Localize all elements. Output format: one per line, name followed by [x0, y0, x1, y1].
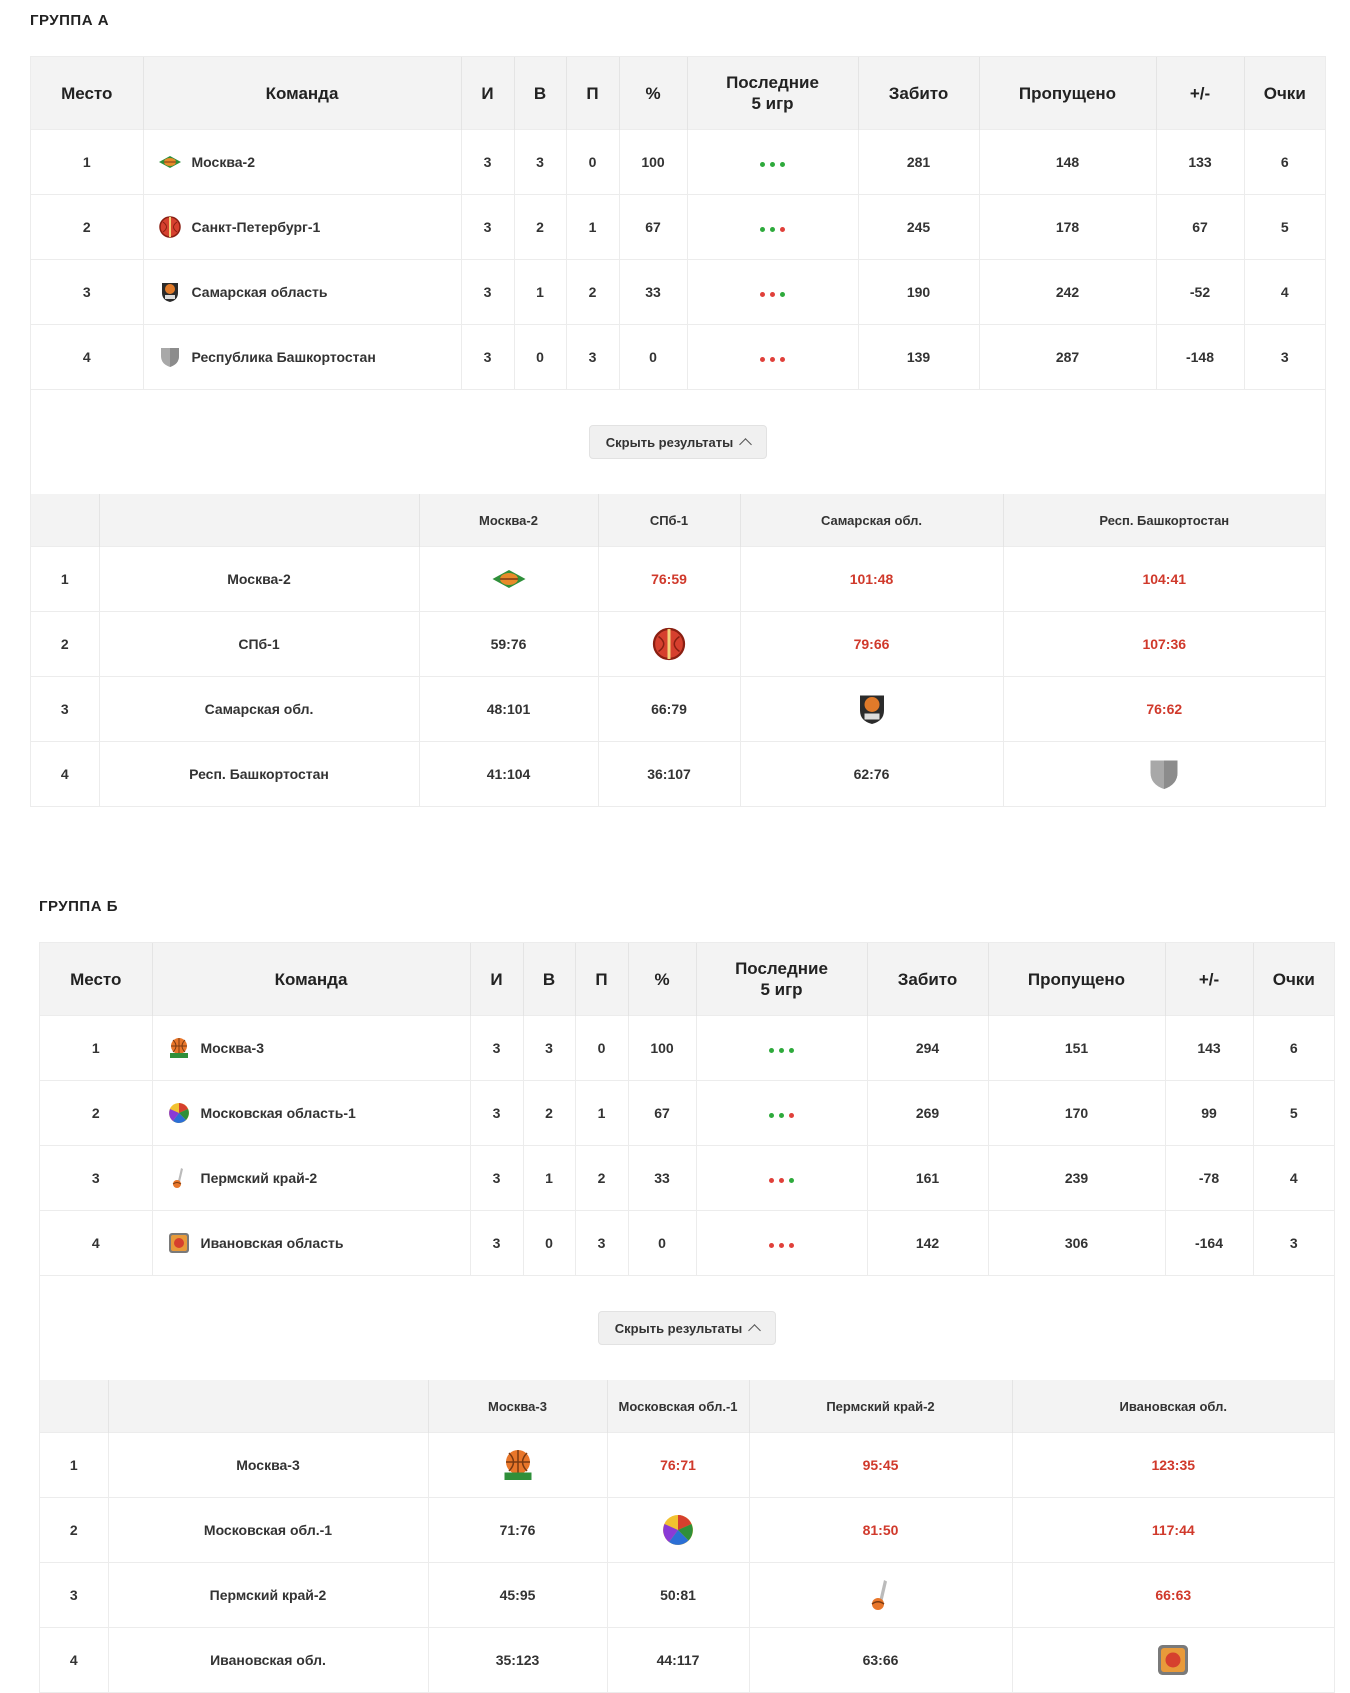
match-score[interactable]: 63:66	[749, 1628, 1012, 1693]
pct-cell: 33	[628, 1146, 696, 1211]
match-score[interactable]: 79:66	[740, 612, 1003, 677]
matrix-row-team[interactable]: Самарская обл.	[99, 677, 419, 742]
losses-cell: 0	[566, 130, 619, 195]
match-score[interactable]: 48:101	[419, 677, 598, 742]
match-score[interactable]: 66:63	[1012, 1563, 1334, 1628]
matrix-self-cell	[419, 547, 598, 612]
games-cell: 3	[461, 325, 514, 390]
matrix-row	[40, 1498, 1334, 1563]
header-place[interactable]: Место	[31, 57, 143, 130]
moscow3-logo-icon	[167, 1036, 191, 1060]
matrix-column-header: Ивановская обл.	[1012, 1380, 1334, 1433]
team-cell[interactable]	[152, 1016, 470, 1081]
diff-cell: -148	[1156, 325, 1244, 390]
win-dot	[779, 1113, 784, 1118]
group-title: ГРУППА А	[30, 12, 110, 29]
match-score[interactable]: 117:44	[1012, 1498, 1334, 1563]
team-cell[interactable]	[152, 1211, 470, 1276]
chevron-up-icon	[739, 438, 752, 451]
match-score[interactable]: 101:48	[740, 547, 1003, 612]
points-cell: 4	[1244, 260, 1325, 325]
matrix-header-empty	[40, 1380, 108, 1433]
team-link[interactable]	[158, 215, 460, 239]
loss-dot	[760, 357, 765, 362]
loss-dot	[760, 292, 765, 297]
header-place[interactable]: Место	[40, 943, 152, 1016]
matrix-row-number: 1	[40, 1433, 108, 1498]
team-link[interactable]	[158, 280, 460, 304]
last-games-cell	[696, 1146, 867, 1211]
perm2-logo-icon	[167, 1166, 191, 1190]
wins-cell: 2	[514, 195, 566, 260]
last-games-dots	[760, 162, 785, 167]
matrix-row	[31, 742, 1325, 807]
matrix-header-empty	[99, 494, 419, 547]
pct-cell: 67	[619, 195, 687, 260]
matrix-row-number: 2	[31, 612, 99, 677]
loss-dot	[769, 1243, 774, 1248]
header-conceded[interactable]: Пропущено	[979, 57, 1156, 130]
games-cell: 3	[470, 1211, 523, 1276]
group-title: ГРУППА Б	[39, 898, 118, 915]
win-dot	[789, 1178, 794, 1183]
matrix-self-cell	[1003, 742, 1325, 807]
scored-cell: 139	[858, 325, 979, 390]
scored-cell: 269	[867, 1081, 988, 1146]
toggle-row	[31, 389, 1325, 494]
header-pct[interactable]: %	[619, 57, 687, 130]
team-name: Пермский край-2	[200, 1170, 318, 1186]
match-score[interactable]: 62:76	[740, 742, 1003, 807]
games-cell: 3	[470, 1016, 523, 1081]
matrix-row-number: 4	[31, 742, 99, 807]
games-cell: 3	[470, 1146, 523, 1211]
header-wins[interactable]: В	[523, 943, 575, 1016]
header-diff[interactable]: +/-	[1156, 57, 1244, 130]
header-last5[interactable]	[696, 943, 867, 1016]
scored-cell: 142	[867, 1211, 988, 1276]
last-games-cell	[687, 260, 858, 325]
last-games-dots	[769, 1243, 794, 1248]
matrix-row	[31, 547, 1325, 612]
pct-cell: 100	[619, 130, 687, 195]
header-team[interactable]: Команда	[143, 57, 461, 130]
standings-row[interactable]	[31, 260, 1325, 325]
pct-cell: 0	[628, 1211, 696, 1276]
matrix-row-number: 1	[31, 547, 99, 612]
win-dot	[770, 162, 775, 167]
standings-table	[31, 57, 1325, 389]
last-games-cell	[696, 1016, 867, 1081]
conceded-cell: 306	[988, 1211, 1165, 1276]
points-cell: 6	[1253, 1016, 1334, 1081]
win-dot	[769, 1048, 774, 1053]
match-score[interactable]: 104:41	[1003, 547, 1325, 612]
win-dot	[780, 292, 785, 297]
mosobl1-logo-icon	[660, 1512, 696, 1548]
loss-dot	[779, 1243, 784, 1248]
matrix-row	[40, 1563, 1334, 1628]
points-cell: 4	[1253, 1146, 1334, 1211]
matrix-self-cell	[740, 677, 1003, 742]
match-score[interactable]: 44:117	[607, 1628, 749, 1693]
team-cell[interactable]	[143, 325, 461, 390]
hide-results-label: Скрыть результаты	[605, 434, 734, 450]
conceded-cell: 151	[988, 1016, 1165, 1081]
loss-dot	[770, 292, 775, 297]
match-score[interactable]: 76:59	[598, 547, 740, 612]
header-last5[interactable]	[687, 57, 858, 130]
samara-logo-icon	[158, 280, 182, 304]
win-dot	[769, 1113, 774, 1118]
scored-cell: 190	[858, 260, 979, 325]
team-link[interactable]	[167, 1036, 469, 1060]
wins-cell: 3	[523, 1016, 575, 1081]
scored-cell: 161	[867, 1146, 988, 1211]
losses-cell: 3	[575, 1211, 628, 1276]
matrix-row-team[interactable]: Москва-3	[108, 1433, 428, 1498]
loss-dot	[769, 1178, 774, 1183]
wins-cell: 0	[514, 325, 566, 390]
spb1-logo-icon	[651, 626, 687, 662]
matrix-row	[31, 612, 1325, 677]
header-losses[interactable]: П	[566, 57, 619, 130]
moscow2-logo-icon	[158, 150, 182, 174]
losses-cell: 1	[566, 195, 619, 260]
team-name: Москва-2	[191, 154, 255, 170]
chevron-up-icon	[748, 1324, 761, 1337]
group-block	[30, 56, 1326, 807]
header-wins[interactable]: В	[514, 57, 566, 130]
matrix-column-header: Москва-3	[428, 1380, 607, 1433]
diff-cell: -164	[1165, 1211, 1253, 1276]
place-cell: 1	[40, 1016, 152, 1081]
matrix-row-team[interactable]: Московская обл.-1	[108, 1498, 428, 1563]
matrix-self-cell	[607, 1498, 749, 1563]
matrix-self-cell	[1012, 1628, 1334, 1693]
samara-logo-icon	[854, 691, 890, 727]
moscow3-logo-icon	[500, 1447, 536, 1483]
match-score[interactable]: 66:79	[598, 677, 740, 742]
conceded-cell: 239	[988, 1146, 1165, 1211]
header-conceded[interactable]: Пропущено	[988, 943, 1165, 1016]
diff-cell: -78	[1165, 1146, 1253, 1211]
matrix-row-team[interactable]: Пермский край-2	[108, 1563, 428, 1628]
standings-row[interactable]	[31, 195, 1325, 260]
match-score[interactable]: 123:35	[1012, 1433, 1334, 1498]
loss-dot	[789, 1113, 794, 1118]
points-cell: 5	[1253, 1081, 1334, 1146]
conceded-cell: 242	[979, 260, 1156, 325]
matrix-row-team[interactable]: Ивановская обл.	[108, 1628, 428, 1693]
last-games-dots	[769, 1113, 794, 1118]
header-points[interactable]: Очки	[1244, 57, 1325, 130]
diff-cell: -52	[1156, 260, 1244, 325]
matrix-row-number: 2	[40, 1498, 108, 1563]
team-name: Республика Башкортостан	[191, 349, 376, 365]
ivanovo-logo-icon	[167, 1231, 191, 1255]
scored-cell: 281	[858, 130, 979, 195]
team-name: Москва-3	[200, 1040, 264, 1056]
points-cell: 3	[1244, 325, 1325, 390]
team-name: Санкт-Петербург-1	[191, 219, 321, 235]
last-games-cell	[696, 1211, 867, 1276]
header-last5-line2: 5 игр	[751, 94, 794, 113]
losses-cell: 1	[575, 1081, 628, 1146]
last-games-dots	[769, 1178, 794, 1183]
points-cell: 3	[1253, 1211, 1334, 1276]
team-name: Московская область-1	[200, 1105, 356, 1121]
games-cell: 3	[470, 1081, 523, 1146]
perm2-logo-icon	[863, 1577, 899, 1613]
header-team[interactable]: Команда	[152, 943, 470, 1016]
results-matrix	[31, 494, 1325, 806]
matrix-column-header: СПб-1	[598, 494, 740, 547]
diff-cell: 143	[1165, 1016, 1253, 1081]
team-cell[interactable]	[143, 130, 461, 195]
win-dot	[770, 227, 775, 232]
win-dot	[780, 162, 785, 167]
match-score[interactable]: 76:71	[607, 1433, 749, 1498]
last-games-cell	[696, 1081, 867, 1146]
match-score[interactable]: 41:104	[419, 742, 598, 807]
matrix-row-team[interactable]: Респ. Башкортостан	[99, 742, 419, 807]
pct-cell: 0	[619, 325, 687, 390]
match-score[interactable]: 81:50	[749, 1498, 1012, 1563]
diff-cell: 133	[1156, 130, 1244, 195]
place-cell: 4	[40, 1211, 152, 1276]
diff-cell: 99	[1165, 1081, 1253, 1146]
team-link[interactable]	[167, 1101, 469, 1125]
team-link[interactable]	[158, 345, 460, 369]
loss-dot	[780, 227, 785, 232]
wins-cell: 0	[523, 1211, 575, 1276]
team-link[interactable]	[167, 1231, 469, 1255]
loss-dot	[780, 357, 785, 362]
loss-dot	[789, 1243, 794, 1248]
header-losses[interactable]: П	[575, 943, 628, 1016]
matrix-header-row	[40, 1380, 1334, 1433]
standings-row[interactable]	[31, 325, 1325, 390]
group-block	[39, 942, 1335, 1693]
last-games-dots	[760, 227, 785, 232]
team-name: Ивановская область	[200, 1235, 344, 1251]
standings-row[interactable]	[40, 1211, 1334, 1276]
ivanovo-logo-icon	[1155, 1642, 1191, 1678]
place-cell: 3	[40, 1146, 152, 1211]
matrix-header-empty	[108, 1380, 428, 1433]
standings-row[interactable]	[40, 1081, 1334, 1146]
last-games-cell	[687, 325, 858, 390]
points-cell: 5	[1244, 195, 1325, 260]
games-cell: 3	[461, 130, 514, 195]
header-row	[31, 57, 1325, 130]
header-games[interactable]: И	[470, 943, 523, 1016]
matrix-self-cell	[749, 1563, 1012, 1628]
matrix-column-header: Москва-2	[419, 494, 598, 547]
last-games-dots	[769, 1048, 794, 1053]
pct-cell: 100	[628, 1016, 696, 1081]
header-games[interactable]: И	[461, 57, 514, 130]
mosobl1-logo-icon	[167, 1101, 191, 1125]
wins-cell: 1	[523, 1146, 575, 1211]
diff-cell: 67	[1156, 195, 1244, 260]
games-cell: 3	[461, 195, 514, 260]
games-cell: 3	[461, 260, 514, 325]
bashkortostan-logo-icon	[158, 345, 182, 369]
wins-cell: 2	[523, 1081, 575, 1146]
header-scored[interactable]: Забито	[858, 57, 979, 130]
last-games-dots	[760, 292, 785, 297]
win-dot	[760, 162, 765, 167]
wins-cell: 3	[514, 130, 566, 195]
match-score[interactable]: 71:76	[428, 1498, 607, 1563]
team-cell[interactable]	[143, 260, 461, 325]
matrix-column-header: Самарская обл.	[740, 494, 1003, 547]
match-score[interactable]: 107:36	[1003, 612, 1325, 677]
place-cell: 1	[31, 130, 143, 195]
conceded-cell: 178	[979, 195, 1156, 260]
hide-results-label: Скрыть результаты	[614, 1320, 743, 1336]
conceded-cell: 170	[988, 1081, 1165, 1146]
match-score[interactable]: 76:62	[1003, 677, 1325, 742]
last-games-dots	[760, 357, 785, 362]
matrix-row-team[interactable]: Москва-2	[99, 547, 419, 612]
spb1-logo-icon	[158, 215, 182, 239]
match-score[interactable]: 50:81	[607, 1563, 749, 1628]
matrix-header-row	[31, 494, 1325, 547]
matrix-row	[31, 677, 1325, 742]
hide-results-button[interactable]	[598, 1311, 776, 1345]
place-cell: 2	[40, 1081, 152, 1146]
matrix-row	[40, 1628, 1334, 1693]
pct-cell: 67	[628, 1081, 696, 1146]
team-link[interactable]	[167, 1166, 469, 1190]
standings-table	[40, 943, 1334, 1275]
standings-row[interactable]	[40, 1146, 1334, 1211]
match-score[interactable]: 45:95	[428, 1563, 607, 1628]
team-cell[interactable]	[143, 195, 461, 260]
loss-dot	[770, 357, 775, 362]
losses-cell: 2	[575, 1146, 628, 1211]
matrix-header-empty	[31, 494, 99, 547]
header-diff[interactable]: +/-	[1165, 943, 1253, 1016]
header-scored[interactable]: Забито	[867, 943, 988, 1016]
losses-cell: 0	[575, 1016, 628, 1081]
matrix-column-header: Респ. Башкортостан	[1003, 494, 1325, 547]
matrix-column-header: Московская обл.-1	[607, 1380, 749, 1433]
conceded-cell: 148	[979, 130, 1156, 195]
place-cell: 4	[31, 325, 143, 390]
losses-cell: 2	[566, 260, 619, 325]
match-score[interactable]: 59:76	[419, 612, 598, 677]
team-cell[interactable]	[152, 1146, 470, 1211]
standings-row[interactable]	[31, 130, 1325, 195]
hide-results-button[interactable]	[589, 425, 767, 459]
matrix-self-cell	[428, 1433, 607, 1498]
matrix-row-number: 4	[40, 1628, 108, 1693]
moscow2-logo-icon	[491, 561, 527, 597]
conceded-cell: 287	[979, 325, 1156, 390]
match-score[interactable]: 35:123	[428, 1628, 607, 1693]
pct-cell: 33	[619, 260, 687, 325]
matrix-row	[40, 1433, 1334, 1498]
matrix-row-team[interactable]: СПб-1	[99, 612, 419, 677]
match-score[interactable]: 36:107	[598, 742, 740, 807]
header-last5-line1: Последние	[735, 959, 828, 978]
last-games-cell	[687, 195, 858, 260]
matrix-self-cell	[598, 612, 740, 677]
bashkortostan-logo-icon	[1146, 756, 1182, 792]
losses-cell: 3	[566, 325, 619, 390]
results-matrix	[40, 1380, 1334, 1692]
matrix-column-header: Пермский край-2	[749, 1380, 1012, 1433]
scored-cell: 245	[858, 195, 979, 260]
wins-cell: 1	[514, 260, 566, 325]
loss-dot	[779, 1178, 784, 1183]
team-name: Самарская область	[191, 284, 328, 300]
team-link[interactable]	[158, 150, 460, 174]
team-cell[interactable]	[152, 1081, 470, 1146]
scored-cell: 294	[867, 1016, 988, 1081]
match-score[interactable]: 95:45	[749, 1433, 1012, 1498]
header-points[interactable]: Очки	[1253, 943, 1334, 1016]
win-dot	[779, 1048, 784, 1053]
matrix-row-number: 3	[31, 677, 99, 742]
header-last5-line1: Последние	[726, 73, 819, 92]
win-dot	[760, 227, 765, 232]
win-dot	[789, 1048, 794, 1053]
header-row	[40, 943, 1334, 1016]
standings-row[interactable]	[40, 1016, 1334, 1081]
last-games-cell	[687, 130, 858, 195]
toggle-row	[40, 1275, 1334, 1380]
matrix-row-number: 3	[40, 1563, 108, 1628]
header-last5-line2: 5 игр	[760, 980, 803, 999]
points-cell: 6	[1244, 130, 1325, 195]
place-cell: 3	[31, 260, 143, 325]
place-cell: 2	[31, 195, 143, 260]
header-pct[interactable]: %	[628, 943, 696, 1016]
